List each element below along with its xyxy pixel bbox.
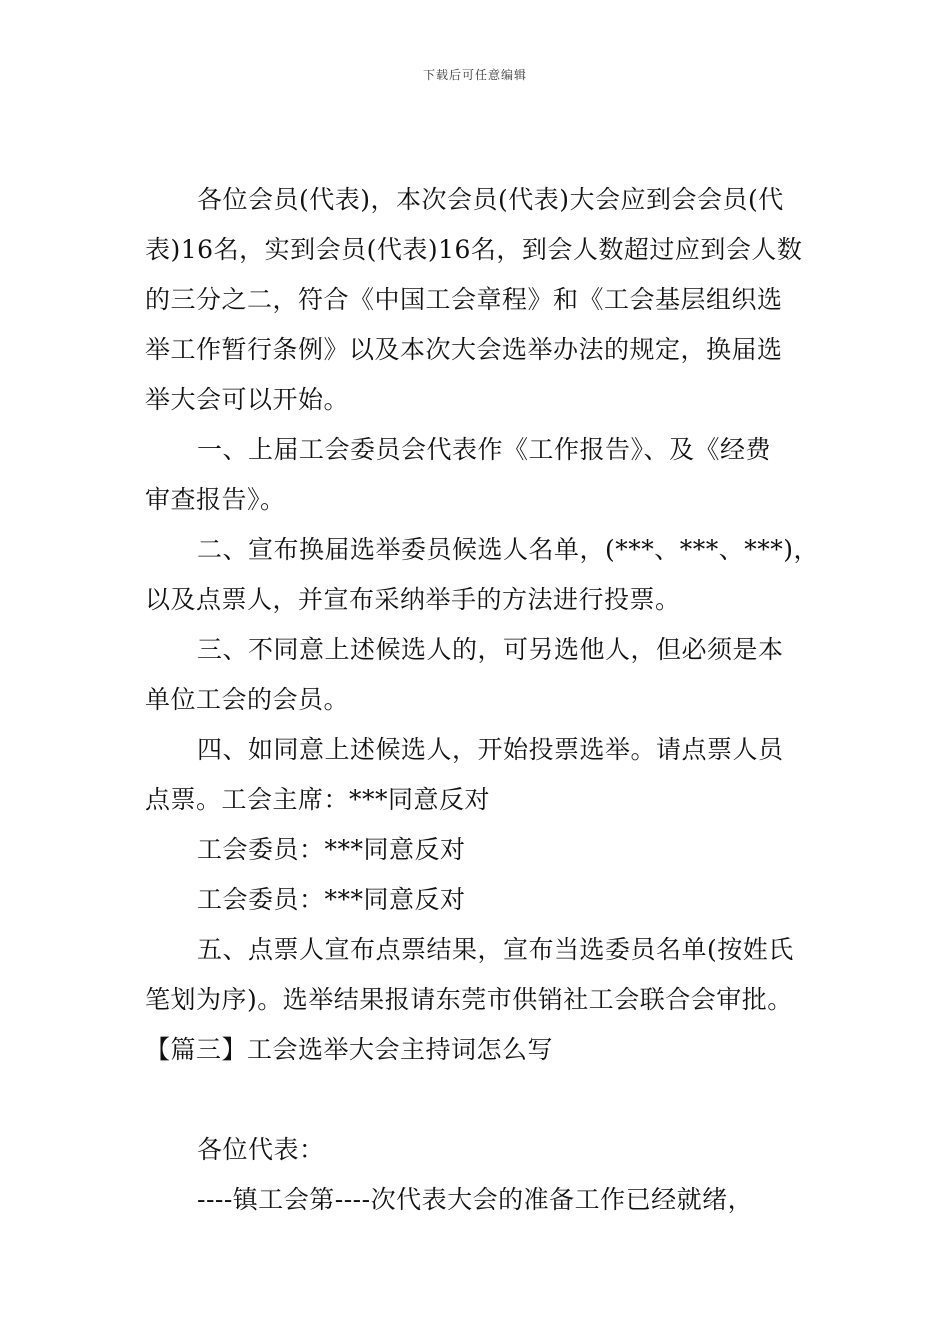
paragraph-line: 一、上届工会委员会代表作《工作报告》、及《经费 <box>197 435 772 464</box>
paragraph-line: 二、宣布换届选举委员候选人名单，(***、***、***)， <box>197 535 820 564</box>
paragraph-line: 工会委员：***同意反对 <box>197 885 466 914</box>
paragraph-line: 笔划为序)。选举结果报请东莞市供销社工会联合会审批。 <box>145 985 793 1014</box>
paragraph-line: 以及点票人，并宣布采纳举手的方法进行投票。 <box>145 585 681 614</box>
section-heading: 【篇三】工会选举大会主持词怎么写 <box>145 1035 554 1064</box>
paragraph-line: 单位工会的会员。 <box>145 685 350 714</box>
paragraph-line: ----镇工会第----次代表大会的准备工作已经就绪， <box>197 1185 754 1214</box>
paragraph-line: 点票。工会主席：***同意反对 <box>145 785 491 814</box>
paragraph-line: 审查报告》。 <box>145 485 286 514</box>
paragraph-line: 工会委员：***同意反对 <box>197 835 466 864</box>
blank-gap <box>145 1075 810 1125</box>
paragraph-line: 五、点票人宣布点票结果，宣布当选委员名单(按姓氏 <box>197 935 794 964</box>
paragraph-line: 三、不同意上述候选人的，可另选他人，但必须是本 <box>197 635 784 664</box>
paragraph-line: 的三分之二，符合《中国工会章程》和《工会基层组织选 <box>145 285 783 314</box>
paragraph-line: 举大会可以开始。 <box>145 385 350 414</box>
paragraph-line: 表)16名，实到会员(代表)16名，到会人数超过应到会人数 <box>145 235 803 264</box>
page-header-note: 下载后可任意编辑 <box>422 68 527 82</box>
paragraph-line: 四、如同意上述候选人，开始投票选举。请点票人员 <box>197 735 784 764</box>
salutation-line: 各位代表： <box>197 1135 325 1164</box>
document-body <box>145 175 820 1225</box>
paragraph-line: 各位会员(代表)，本次会员(代表)大会应到会会员(代 <box>197 185 784 214</box>
paragraph-line: 举工作暂行条例》以及本次大会选举办法的规定，换届选 <box>145 335 783 364</box>
